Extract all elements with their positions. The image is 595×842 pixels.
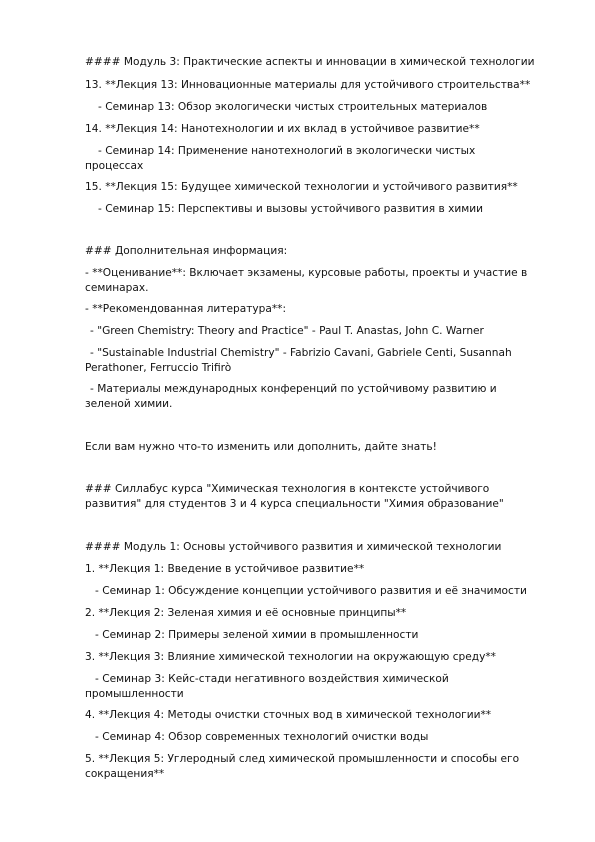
seminar-3: - Семинар 3: Кейс-стади негативного воздействия химической промышленности — [85, 673, 449, 700]
literature-item-1: - "Green Chemistry: Theory and Practice" - Paul T. Anastas, John C. Warner — [90, 325, 484, 337]
lecture-13: 13. **Лекция 13: Инновационные материалы для устойчивого строительства** — [85, 79, 531, 91]
literature-heading: - **Рекомендованная литература**: — [85, 303, 287, 315]
seminar-1: - Семинар 1: Обсуждение концепции устойчивого развития и её значимости — [95, 585, 527, 597]
lecture-1: 1. **Лекция 1: Введение в устойчивое развитие** — [85, 563, 365, 575]
literature-item-2: - "Sustainable Industrial Chemistry" - Fabrizio Cavani, Gabriele Centi, Susannah Perathoner, Ferruccio Trifirò — [85, 347, 512, 374]
module-3-heading: #### Модуль 3: Практические аспекты и инновации в химической технологии — [85, 56, 535, 68]
lecture-5: 5. **Лекция 5: Углеродный след химической промышленности и способы его сокращения** — [85, 753, 520, 780]
lecture-4: 4. **Лекция 4: Методы очистки сточных вод в химической технологии** — [85, 709, 492, 721]
seminar-14: - Семинар 14: Применение нанотехнологий в экологически чистых процессах — [85, 145, 476, 172]
closing-note: Если вам нужно что-то изменить или дополнить, дайте знать! — [85, 441, 437, 453]
lecture-15: 15. **Лекция 15: Будущее химической технологии и устойчивого развития** — [85, 181, 518, 193]
lecture-3: 3. **Лекция 3: Влияние химической технологии на окружающую среду** — [85, 651, 496, 663]
literature-item-3: - Материалы международных конференций по устойчивому развитию и зеленой химии. — [85, 383, 497, 410]
seminar-15: - Семинар 15: Перспективы и вызовы устойчивого развития в химии — [98, 203, 483, 215]
additional-info-heading: ### Дополнительная информация: — [85, 245, 288, 257]
seminar-4: - Семинар 4: Обзор современных технологий очистки воды — [95, 731, 429, 743]
lecture-2: 2. **Лекция 2: Зеленая химия и её основные принципы** — [85, 607, 407, 619]
module-1-heading: #### Модуль 1: Основы устойчивого развития и химической технологии — [85, 541, 502, 553]
lecture-14: 14. **Лекция 14: Нанотехнологии и их вклад в устойчивое развитие** — [85, 123, 480, 135]
seminar-13: - Семинар 13: Обзор экологически чистых строительных материалов — [98, 101, 488, 113]
assessment-item: - **Оценивание**: Включает экзамены, курсовые работы, проекты и участие в семинарах. — [85, 267, 528, 294]
syllabus-heading: ### Силлабус курса "Химическая технология в контексте устойчивого развития" для студентов 3 и 4 курса специальности "Химия образование" — [85, 483, 504, 510]
seminar-2: - Семинар 2: Примеры зеленой химии в промышленности — [95, 629, 419, 641]
